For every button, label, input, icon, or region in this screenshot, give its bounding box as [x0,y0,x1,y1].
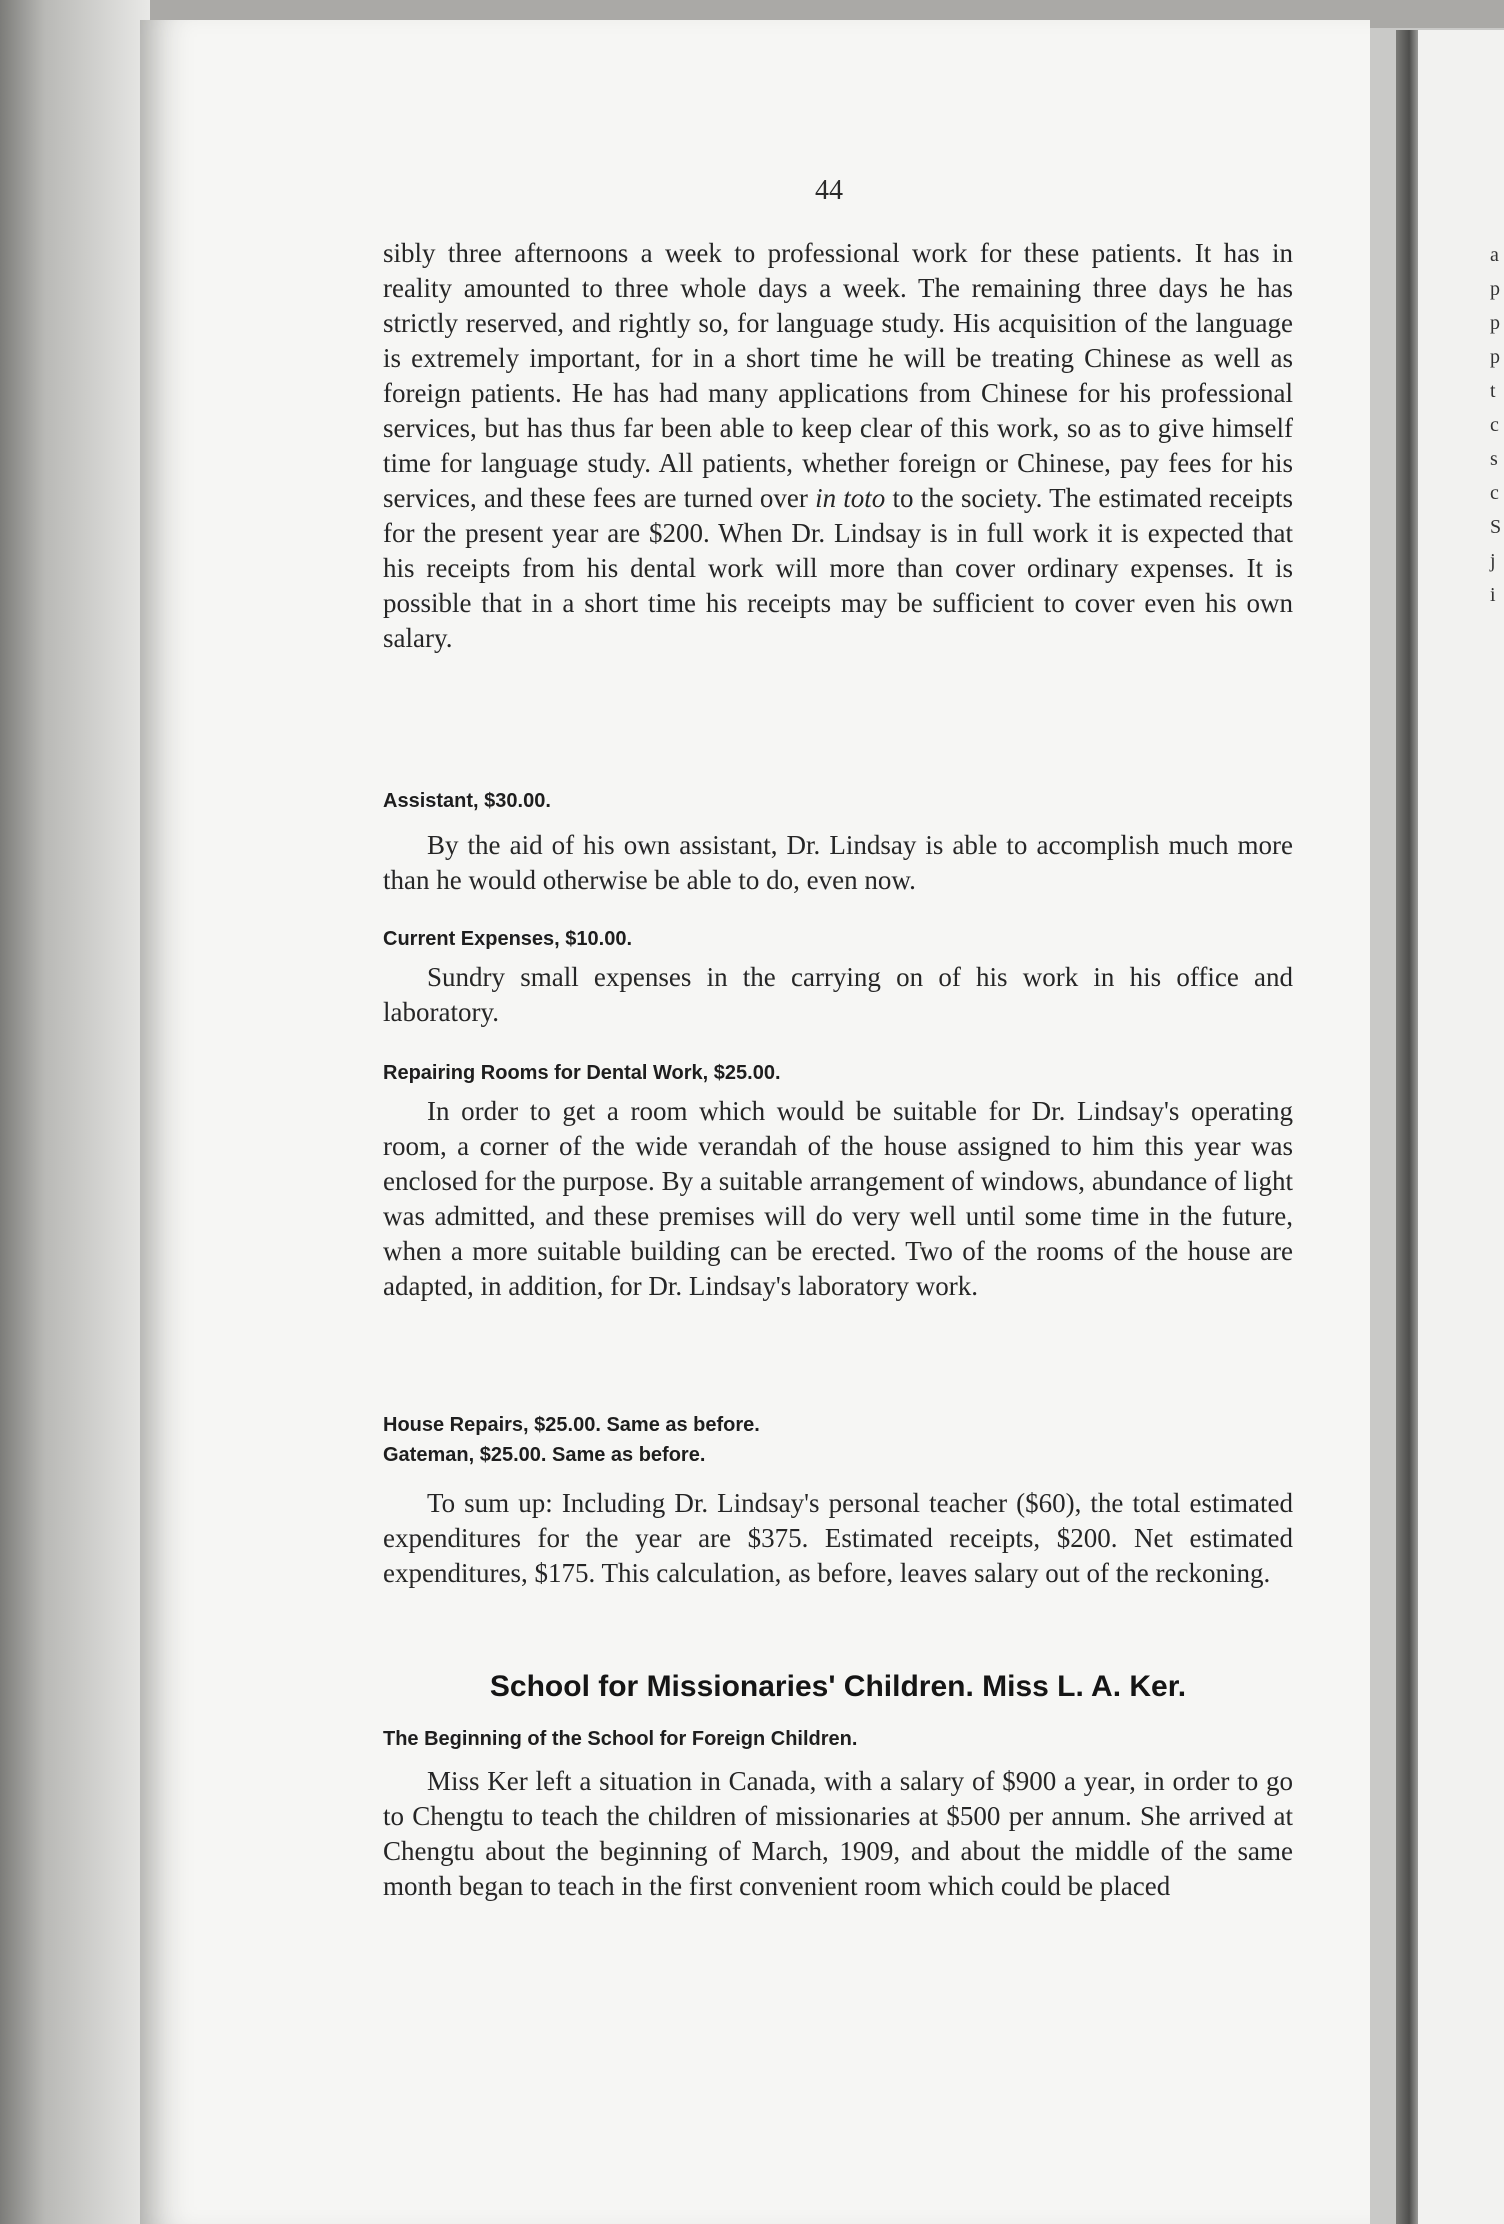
gateman-line: Gateman, $25.00. Same as before. [383,1444,706,1466]
sum-up-text: To sum up: Including Dr. Lindsay's personal teacher ($60), the total estimated expenditures for the year are $375. Estimated receipts, $200. Net estimated expenditures, $175. This calculation, as before, leaves salary out of the reckoning. [383,1488,1293,1588]
beginning-heading: The Beginning of the School for Foreign Children. [383,1728,858,1750]
page-number: 44 [815,175,843,206]
current-expenses-heading: Current Expenses, $10.00. [383,928,633,950]
assistant-section [383,786,1293,898]
house-repairs-line: House Repairs, $25.00. Same as before. [383,1414,760,1436]
facing-page-letter: a [1490,244,1499,266]
main-text [383,236,1293,656]
facing-page-letter: p [1490,278,1500,300]
facing-page-letter: t [1490,380,1496,402]
facing-page-letter: j [1490,550,1496,572]
house-gateman-section [383,1410,1293,1591]
facing-page-letter: S [1490,516,1502,538]
assistant-heading: Assistant, $30.00. [383,790,551,812]
school-title: School for Missionaries' Children. Miss L. A. Ker. [489,1670,1187,1703]
repairing-section [383,1058,1293,1304]
facing-page-letter: p [1490,346,1500,368]
school-section [383,1670,1293,1904]
repairing-text: In order to get a room which would be suitable for Dr. Lindsay's operating room, a corner of the wide verandah of the house assigned to him this year was enclosed for the purpose. By a suitable arrangement of windows, abundance of light was admitted, and these premises will do very well until some time in the future, when a more suitable building can be erected. Two of the rooms of the house are adapted, in addition, for Dr. Lindsay's laboratory work. [383,1096,1293,1301]
facing-page-letter: c [1490,414,1499,436]
repairing-heading: Repairing Rooms for Dental Work, $25.00. [383,1062,781,1084]
beginning-text: Miss Ker left a situation in Canada, with a salary of $900 a year, in order to go to Chengtu to teach the children of missionaries at $500 per annum. She arrived at Chengtu about the beginning of March, 1909, and about the middle of the same month began to teach in the first convenient room which could be placed [383,1766,1293,1901]
current-expenses-text: Sundry small expenses in the carrying on of his work in his office and laboratory. [383,962,1293,1027]
intro-paragraph: sibly three afternoons a week to professional work for these patients. It has in reality amounted to three whole days a week. The remaining three days he has strictly reserved, and rightly so, for language study. His acquisition of the language is extremely important, for in a short time he will be treating Chinese as well as foreign patients. He has had many applications from Chinese for his professional services, but has thus far been able to keep clear of this work, so as to give himself time for language study. All patients, whether foreign or Chinese, pay fees for his services, and these fees are turned over in toto to the society. The estimated receipts for the present year are $200. When Dr. Lindsay is in full work it is expected that his receipts from his dental work will more than cover ordinary expenses. It is possible that in a short time his receipts may be sufficient to cover even his own salary. [383,238,1293,653]
assistant-text: By the aid of his own assistant, Dr. Lindsay is able to accomplish much more than he would otherwise be able to do, even now. [383,830,1293,895]
facing-page-letter: p [1490,312,1500,334]
current-expenses-section [383,924,1293,1030]
facing-page-letter: i [1490,584,1496,606]
book-gutter [1396,30,1418,2224]
facing-page-letter: s [1490,448,1498,470]
book-page-stack-edge [0,0,150,2224]
facing-page-letter: c [1490,482,1499,504]
